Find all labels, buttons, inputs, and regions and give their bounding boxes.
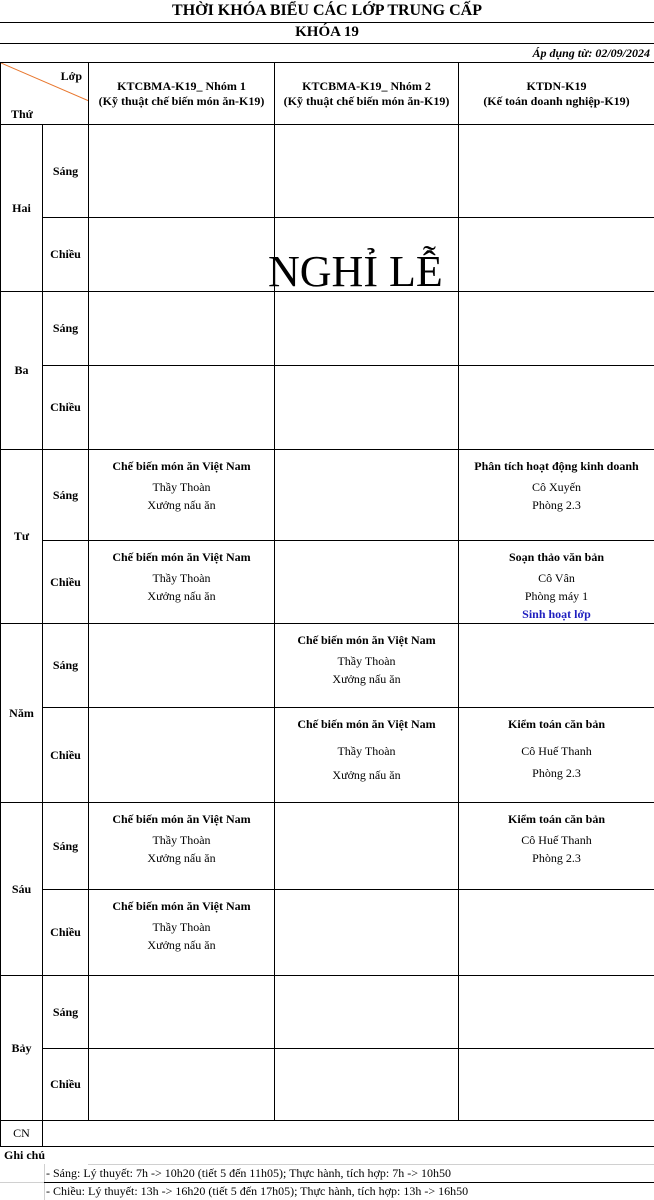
class-code: KTDN-K19 [526, 78, 587, 93]
room: Phòng 2.3 [532, 498, 581, 512]
room: Xưởng nấu ăn [147, 851, 216, 865]
slot [89, 218, 275, 292]
subject: Phân tích hoạt động kinh doanh [474, 459, 639, 473]
subject: Chế biến món ăn Việt Nam [112, 899, 251, 913]
room: Xưởng nấu ăn [147, 498, 216, 512]
timetable [0, 62, 654, 1147]
page-title: THỜI KHÓA BIỂU CÁC LỚP TRUNG CẤP [172, 2, 482, 19]
room: Phòng 2.3 [532, 766, 581, 780]
slot-nam-chieu-class2 [275, 708, 459, 803]
subject: Chế biến món ăn Việt Nam [112, 812, 251, 826]
session-morning: Sáng [43, 624, 89, 708]
slot [275, 292, 459, 366]
session-afternoon: Chiều [43, 708, 89, 803]
slot [275, 976, 459, 1049]
note-afternoon: - Chiều: Lý thuyết: 13h -> 16h20 (tiết 5 đến 17h05); Thực hành, tích hợp: 13h -> 16h50 [46, 1184, 469, 1198]
day-cn: CN [1, 1121, 43, 1147]
slot-sau-chieu-class1 [89, 890, 275, 976]
slot-tu-sang-class1 [89, 450, 275, 541]
slot [459, 890, 654, 976]
session-morning: Sáng [43, 125, 89, 218]
slot [89, 1049, 275, 1121]
divider [0, 43, 654, 44]
teacher: Cô Vân [538, 571, 575, 585]
class-name: (Kỹ thuật chế biến món ăn-K19) [283, 93, 450, 108]
teacher: Cô Huế Thanh [521, 744, 592, 758]
notes-title: Ghi chú [4, 1148, 46, 1162]
class-code: KTCBMA-K19_ Nhóm 2 [302, 78, 431, 93]
subject: Chế biến món ăn Việt Nam [112, 550, 251, 564]
slot [43, 1121, 654, 1147]
class-header-1 [89, 63, 275, 125]
slot [459, 366, 654, 450]
note-morning: - Sáng: Lý thuyết: 7h -> 10h20 (tiết 5 đến 11h05); Thực hành, tích hợp: 7h -> 10h50 [46, 1166, 451, 1180]
slot [459, 1049, 654, 1121]
session-afternoon: Chiều [43, 890, 89, 976]
slot-nam-sang-class2 [275, 624, 459, 708]
slot [275, 803, 459, 890]
slot [459, 125, 654, 218]
session-morning: Sáng [43, 803, 89, 890]
slot [275, 450, 459, 541]
class-name: (Kế toán doanh nghiệp-K19) [483, 93, 630, 108]
class-axis-label: Lớp [60, 69, 82, 83]
subject: Soạn thảo văn bản [508, 550, 605, 564]
room: Phòng máy 1 [524, 589, 589, 603]
room: Xưởng nấu ăn [147, 938, 216, 952]
slot [275, 1049, 459, 1121]
day-axis-label: Thứ [11, 107, 33, 121]
applied-date: Áp dụng từ: 02/09/2024 [532, 46, 650, 60]
teacher: Thầy Thoàn [337, 744, 396, 758]
day-tu: Tư [1, 450, 43, 624]
session-afternoon: Chiều [43, 541, 89, 624]
room: Phòng 2.3 [532, 851, 581, 865]
slot [275, 366, 459, 450]
slot-sau-sang-class1 [89, 803, 275, 890]
slot [89, 366, 275, 450]
session-morning: Sáng [43, 292, 89, 366]
teacher: Thầy Thoàn [152, 920, 211, 934]
class-name: (Kỹ thuật chế biến món ăn-K19) [98, 93, 265, 108]
class-activity: Sinh hoạt lớp [522, 607, 591, 621]
session-afternoon: Chiều [43, 1049, 89, 1121]
slot [89, 624, 275, 708]
gridline [0, 1182, 44, 1183]
slot-sau-sang-class3 [459, 803, 654, 890]
slot [459, 976, 654, 1049]
day-ba: Ba [1, 292, 43, 450]
slot [89, 708, 275, 803]
day-bay: Bảy [1, 976, 43, 1121]
page-subtitle: KHÓA 19 [295, 24, 359, 40]
teacher: Thầy Thoàn [152, 571, 211, 585]
slot [459, 624, 654, 708]
teacher: Cô Xuyến [532, 480, 581, 494]
divider [0, 22, 654, 23]
teacher: Thầy Thoàn [337, 654, 396, 668]
session-afternoon: Chiều [43, 218, 89, 292]
corner-header [1, 63, 89, 125]
class-header-3 [459, 63, 654, 125]
slot [275, 125, 459, 218]
class-code: KTCBMA-K19_ Nhóm 1 [117, 78, 246, 93]
subject: Chế biến món ăn Việt Nam [297, 633, 436, 647]
holiday-label: NGHỈ LỄ [268, 247, 443, 296]
slot [89, 976, 275, 1049]
divider [44, 1182, 654, 1183]
slot [275, 541, 459, 624]
class-header-2 [275, 63, 459, 125]
teacher: Cô Huế Thanh [521, 833, 592, 847]
session-morning: Sáng [43, 450, 89, 541]
slot [89, 292, 275, 366]
slot-tu-sang-class3 [459, 450, 654, 541]
slot-tu-chieu-class3 [459, 541, 654, 624]
slot [459, 292, 654, 366]
subject: Kiểm toán căn bản [507, 717, 605, 731]
subject: Chế biến món ăn Việt Nam [297, 717, 436, 731]
teacher: Thầy Thoàn [152, 833, 211, 847]
room: Xưởng nấu ăn [147, 589, 216, 603]
session-afternoon: Chiều [43, 366, 89, 450]
day-sau: Sáu [1, 803, 43, 976]
subject: Kiểm toán căn bản [507, 812, 605, 826]
session-morning: Sáng [43, 976, 89, 1049]
subject: Chế biến món ăn Việt Nam [112, 459, 251, 473]
day-hai: Hai [1, 125, 43, 292]
gridline [88, 1164, 654, 1165]
slot-nam-chieu-class3 [459, 708, 654, 803]
slot-tu-chieu-class1 [89, 541, 275, 624]
slot [459, 218, 654, 292]
room: Xưởng nấu ăn [332, 672, 401, 686]
room: Xưởng nấu ăn [332, 768, 401, 782]
teacher: Thầy Thoàn [152, 480, 211, 494]
slot [275, 890, 459, 976]
day-nam: Năm [1, 624, 43, 803]
slot [89, 125, 275, 218]
